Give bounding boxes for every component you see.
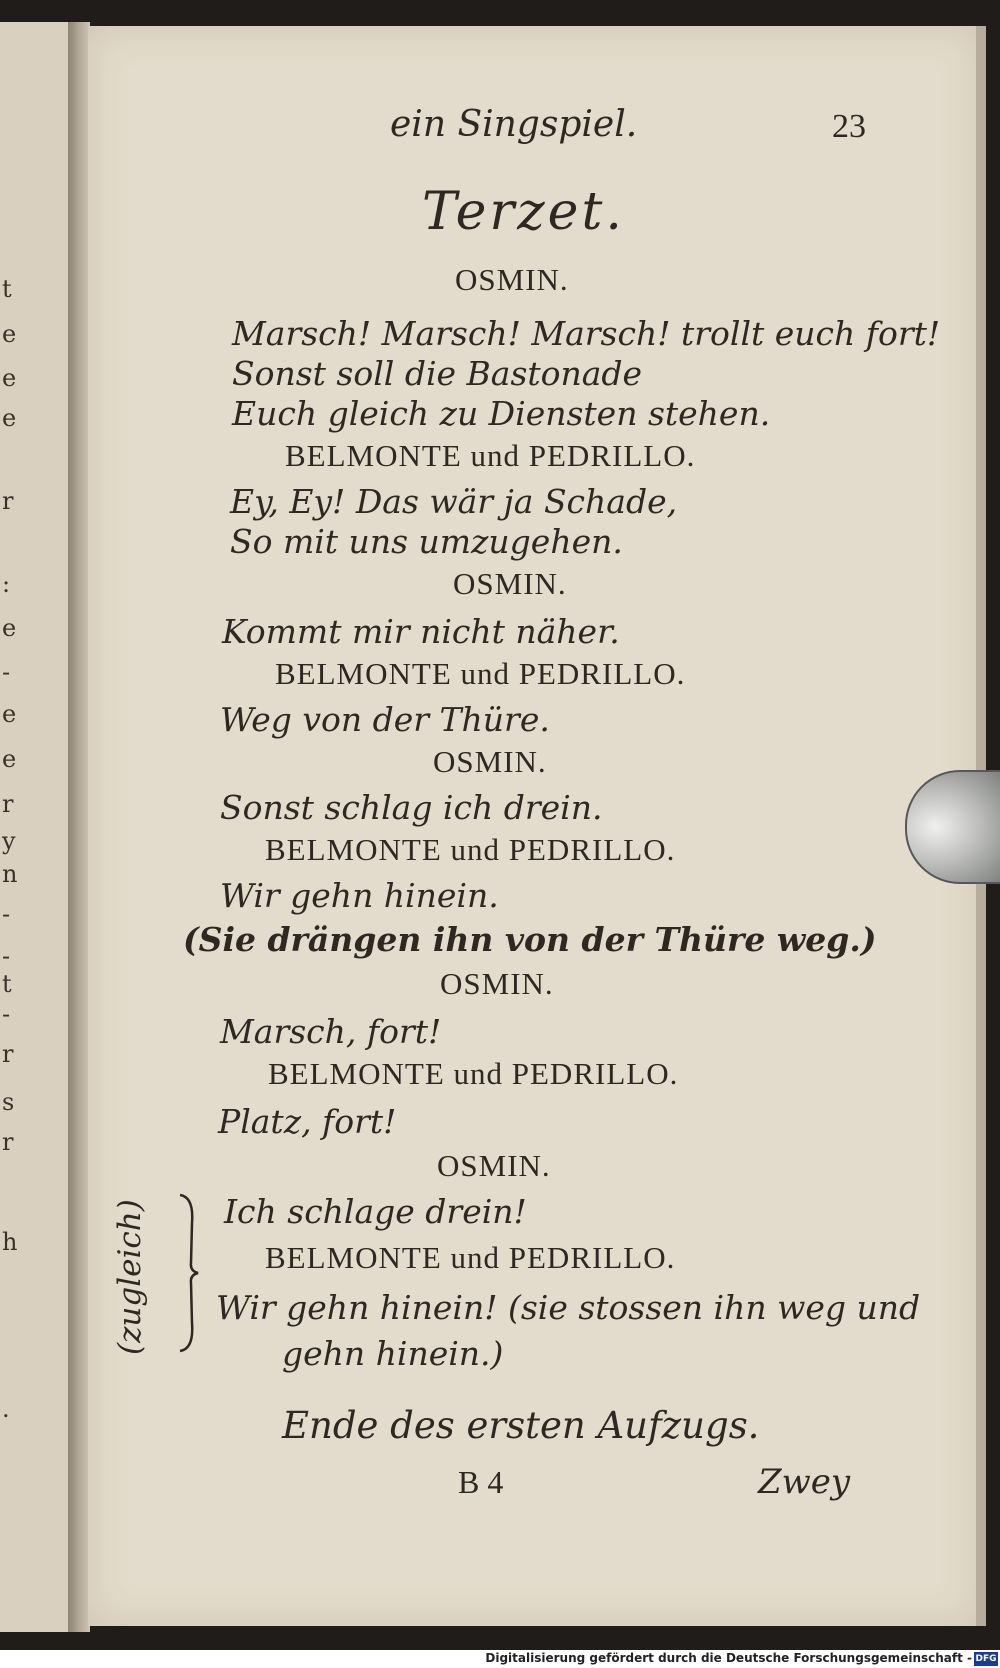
speaker-name: OSMIN.: [453, 566, 567, 601]
verse-line: Kommt mir nicht näher.: [222, 612, 620, 651]
left-page-fragment: r: [2, 1128, 14, 1156]
verse-line: Marsch, fort!: [220, 1012, 442, 1051]
left-page-fragment: e: [2, 364, 17, 392]
verse-line: Platz, fort!: [218, 1102, 397, 1141]
left-page-fragment: e: [2, 320, 17, 348]
verse-line: Ey, Ey! Das wär ja Schade,: [230, 482, 678, 521]
left-page-fragment: h: [2, 1228, 18, 1256]
verse-line: Euch gleich zu Diensten stehen.: [232, 394, 771, 433]
left-page-fragment: -: [2, 658, 11, 686]
left-page-fragment: r: [2, 1040, 14, 1068]
book-gutter: [68, 22, 90, 1632]
speaker-name: BELMONTE und PEDRILLO.: [265, 832, 676, 867]
end-note: Ende des ersten Aufzugs.: [282, 1404, 760, 1447]
verse-line: Sonst soll die Bastonade: [232, 354, 643, 393]
speaker-name: OSMIN.: [433, 744, 547, 779]
page-number: 23: [832, 108, 866, 145]
speaker-name: BELMONTE und PEDRILLO.: [285, 438, 696, 473]
left-page-fragment: -: [2, 1000, 11, 1028]
verse-line: Sonst schlag ich drein.: [220, 788, 603, 827]
catchword: Zwey: [758, 1462, 851, 1502]
page-clip: [905, 770, 1000, 884]
margin-note: (zugleich): [112, 1199, 148, 1355]
verse-line: So mit uns umzugehen.: [230, 522, 623, 561]
left-page-fragment: e: [2, 614, 17, 642]
verse-line: Wir gehn hinein.: [220, 876, 499, 915]
verse-line: Weg von der Thüre.: [220, 700, 550, 739]
dfg-logo-icon: DFG: [975, 1654, 997, 1664]
left-page-fragment: r: [2, 790, 14, 818]
verse-line: gehn hinein.): [282, 1334, 504, 1373]
left-page-fragment: e: [2, 700, 17, 728]
left-page-fragment: -: [2, 942, 11, 970]
speaker-name: BELMONTE und PEDRILLO.: [268, 1056, 679, 1091]
verse-line: Marsch! Marsch! Marsch! trollt euch fort!: [232, 314, 941, 353]
speaker-name: BELMONTE und PEDRILLO.: [275, 656, 686, 691]
left-page-fragment: n: [2, 860, 18, 888]
margin-brace: [178, 1193, 200, 1353]
speaker-name: OSMIN.: [440, 966, 554, 1001]
speaker-name: BELMONTE und PEDRILLO.: [265, 1240, 676, 1275]
signature-mark: B 4: [458, 1464, 504, 1500]
speaker-name: OSMIN.: [455, 262, 569, 297]
left-page-fragment: e: [2, 745, 17, 773]
left-page-fragment: y: [2, 827, 16, 855]
footer-credit: Digitalisierung gefördert durch die Deutsche Forschungsgemeinschaft -: [485, 1651, 972, 1665]
left-page-fragment: -: [2, 900, 11, 928]
stage-direction: (Sie drängen ihn von der Thüre weg.): [183, 920, 877, 959]
section-heading: Terzet.: [422, 182, 625, 242]
running-title: ein Singspiel.: [390, 104, 638, 145]
left-page-fragment: t: [2, 970, 12, 998]
left-page-fragment: t: [2, 275, 12, 303]
left-page-fragment: s: [2, 1088, 15, 1116]
verse-line: Ich schlage drein!: [224, 1192, 527, 1231]
left-page-fragment: .: [2, 1395, 10, 1423]
left-page-edge: [0, 22, 70, 1632]
left-page-fragment: :: [2, 570, 11, 598]
verse-line: Wir gehn hinein! (sie stossen ihn weg und: [216, 1288, 921, 1327]
left-page-fragment: r: [2, 487, 14, 515]
left-page-fragment: e: [2, 404, 17, 432]
speaker-name: OSMIN.: [437, 1148, 551, 1183]
